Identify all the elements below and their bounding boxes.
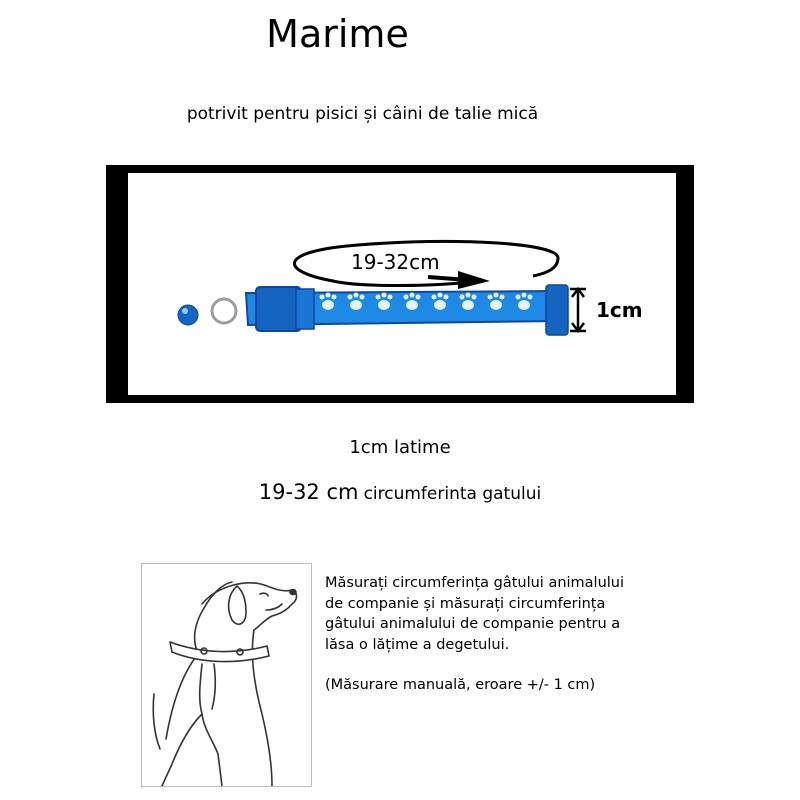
circumference-label: circumferinta gatului (363, 484, 542, 504)
product-image-frame (106, 165, 694, 403)
page-title: Marime (266, 12, 409, 56)
width-label: 1cm (596, 298, 643, 322)
buckle-icon (256, 287, 301, 331)
width-text: 1cm latime (349, 437, 451, 458)
dog-measure-illustration (141, 563, 312, 787)
instructions-note: (Măsurare manuală, eroare +/- 1 cm) (325, 677, 596, 693)
page-subtitle: potrivit pentru pisici și câini de talie mică (186, 104, 539, 124)
circumference-text (0, 480, 800, 504)
dog-neck-measure-icon (142, 564, 311, 786)
instructions-text: Măsurați circumferința gâtului animalului de companie și măsurați circumferința gâtului animalului de companie pentru a lăsa o lățime a degetului. (325, 575, 625, 653)
width-indicator-icon (570, 289, 586, 331)
ring-icon (212, 299, 236, 323)
product-image (128, 173, 676, 395)
bell-icon (178, 305, 198, 325)
circumference-label: 19-32cm (351, 250, 440, 274)
circumference-value: 19-32 cm (258, 480, 359, 504)
measurement-instructions (325, 573, 625, 696)
collar-illustration (128, 173, 676, 395)
